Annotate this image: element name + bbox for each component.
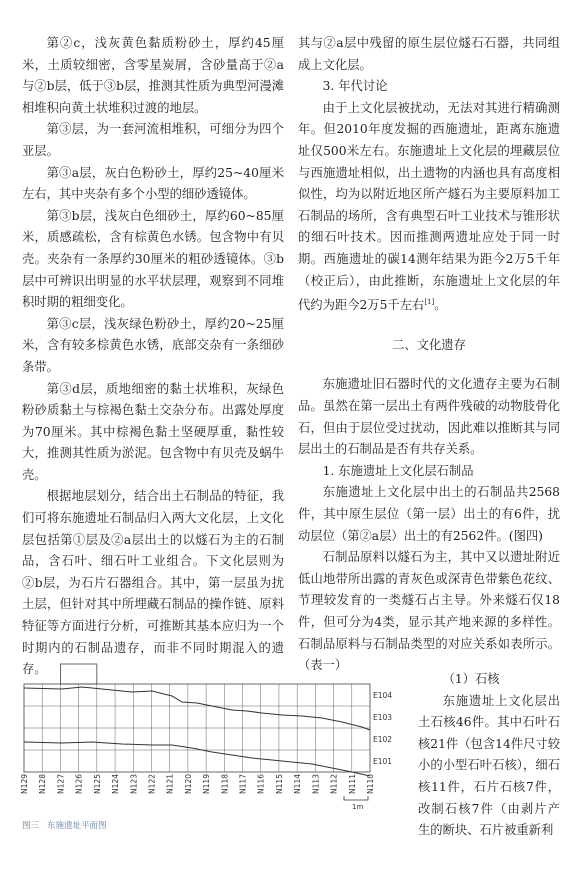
grid-label: N114 bbox=[293, 774, 303, 794]
paragraph: 石制品原料以燧石为主，其中又以遗址附近低山地带所出露的青灰色或深青色带紫色花纹、节理较发育的一类燧石占主导。外来燧石仅18件，但可分为4类，显示其产地来源的多样性。石制品原料与石制品类型的对应关系如表所示。（表一） bbox=[298, 550, 560, 673]
elevation-label: E102 bbox=[373, 735, 393, 744]
scale-bar bbox=[344, 796, 368, 800]
grid-label: N110 bbox=[366, 774, 375, 794]
grid-label: N125 bbox=[92, 774, 102, 794]
paragraph: 东施遗址旧石器时代的文化遗存主要为石制品。虽然在第一层出土有两件残破的动物肢骨化石，但由于层位受过扰动，因此难以推断其与同层出土的石制品是否有共存关系。 bbox=[298, 377, 560, 457]
profile-line-lower bbox=[24, 742, 370, 776]
paragraph-continued: 其与②a层中残留的原生层位燧石石器，共同组成上文化层。 bbox=[298, 36, 560, 72]
grid-label: N128 bbox=[38, 774, 48, 794]
scale-label: 1m bbox=[352, 803, 364, 811]
right-column bbox=[298, 33, 560, 677]
paragraph: 东施遗址上文化层出土石核46件。其中石叶石核21件（包含14件尺寸较小的小型石叶石核），细石核11件，石片石核7件，改制石核7件（由剥片产生的断块、石片被重新利 bbox=[418, 693, 560, 838]
paragraph: 东施遗址上文化层中出土的石制品共2568件，其中原生层位（第一层）出土的有6件，扰动层位（第②a层）出土的有2562件。(图四) bbox=[298, 485, 560, 543]
subsection-heading: 1. 东施遗址上文化层石制品 bbox=[322, 463, 474, 478]
paragraph: 第③a层，灰白色粉砂土，厚约25~40厘米左右，其中夹杂有多个小型的细砂透镜体。 bbox=[22, 165, 284, 202]
grid-label: N112 bbox=[329, 774, 339, 794]
grid-label: N116 bbox=[256, 774, 266, 794]
citation: [1] bbox=[424, 298, 435, 307]
paragraph: 根据地层划分，结合出土石制品的特征，我们可将东施遗址石制品归入两大文化层，上文化层包括第①层及②a层出土的以燧石为主的石制品，含石叶、细石叶工业组合。下文化层则为②b层，为石片石器组合。其中，第一层虽为扰土层，但针对其中所埋藏石制品的操作链、原料特征等方面进行分析，可推断其基本应归为一个时期内的石制品遗存，而非不同时期混入的遗存。 bbox=[22, 489, 284, 677]
section-title: 二、文化遗存 bbox=[392, 337, 466, 352]
grid-label: N122 bbox=[147, 774, 157, 794]
grid-label: N113 bbox=[311, 774, 321, 794]
elevation-label: E104 bbox=[373, 691, 393, 700]
site-plan-svg bbox=[22, 660, 402, 810]
paragraph: 由于上文化层被扰动，无法对其进行精确测年。但2010年度发掘的西施遗址，距离东施遗址仅500米左右。东施遗址上文化层的埋藏层位与西施遗址相似，出土遗物的内涵也具有高度相似性，均为以附近地区所产燧石为主要原料加工石制品的场所，含有典型石叶工业技术与锥形状的细石叶技术。因而推测两遗址应处于同一时期。西施遗址的碳14测年结果为距今2万5千年（校正后），由此推断，东施遗址上文化层的年代约为距今2万5千左右[1]。 bbox=[298, 100, 560, 313]
profile-line-upper bbox=[24, 687, 370, 730]
elevation-label: E103 bbox=[373, 713, 393, 722]
grid-label: N118 bbox=[220, 774, 230, 794]
figure-number: 图三 bbox=[22, 821, 40, 831]
paragraph: 第③d层，质地细密的黏土状堆积，灰绿色粉砂质黏土与棕褐色黏土交杂分布。出露处厚度为70厘米。其中棕褐色黏土坚硬厚重，黏性较大，推测其性质为淤泥。包含物中有贝壳及蜗牛壳。 bbox=[22, 381, 284, 482]
grid-label: N111 bbox=[347, 774, 357, 794]
grid-label: N117 bbox=[238, 774, 248, 794]
grid-label: N115 bbox=[274, 774, 284, 794]
site-plan-figure bbox=[22, 660, 402, 810]
subsection-heading: （1）石核 bbox=[442, 672, 500, 686]
subsection-heading: 3. 年代讨论 bbox=[322, 79, 388, 94]
paragraph: 第③b层，浅灰白色细砂土，厚约60~85厘米，质感疏松，含有棕黄色水锈。包含物中有贝壳。夹杂有一条厚约30厘米的粗砂透镜体。③b层中可辨识出明显的水平状层理，观察到不同堆积时期的粗细变化。 bbox=[22, 208, 284, 310]
grid-label: N121 bbox=[165, 774, 175, 794]
grid-extension bbox=[60, 664, 96, 684]
paragraph: 第②c，浅灰黄色黏质粉砂土，厚约45厘米，土质较细密，含零星炭屑，含砂量高于②a与②b层，低于③b层，推测其性质为典型河漫滩相堆积向黄土状堆积过渡的地层。 bbox=[22, 36, 284, 115]
figure-caption bbox=[22, 819, 115, 831]
grid-label: N129 bbox=[20, 774, 29, 794]
left-column bbox=[22, 33, 284, 681]
figure-title: 东施遗址平面图 bbox=[47, 821, 107, 831]
grid-label: N123 bbox=[129, 774, 139, 794]
grid-label: N126 bbox=[74, 774, 84, 794]
narrow-text-block bbox=[418, 669, 560, 842]
profile-lines bbox=[24, 687, 370, 776]
grid-label: N120 bbox=[183, 774, 193, 794]
grid-label: N119 bbox=[202, 774, 212, 794]
grid-label: N124 bbox=[111, 774, 121, 794]
elevation-label: E101 bbox=[373, 757, 393, 766]
grid-label: N127 bbox=[56, 774, 66, 794]
paragraph: 第③层，为一套河流相堆积，可细分为四个亚层。 bbox=[22, 122, 284, 158]
paragraph: 第③c层，浅灰绿色粉砂土，厚约20~25厘米，含有较多棕黄色水锈，底部交杂有一条细砂条带。 bbox=[22, 316, 284, 374]
